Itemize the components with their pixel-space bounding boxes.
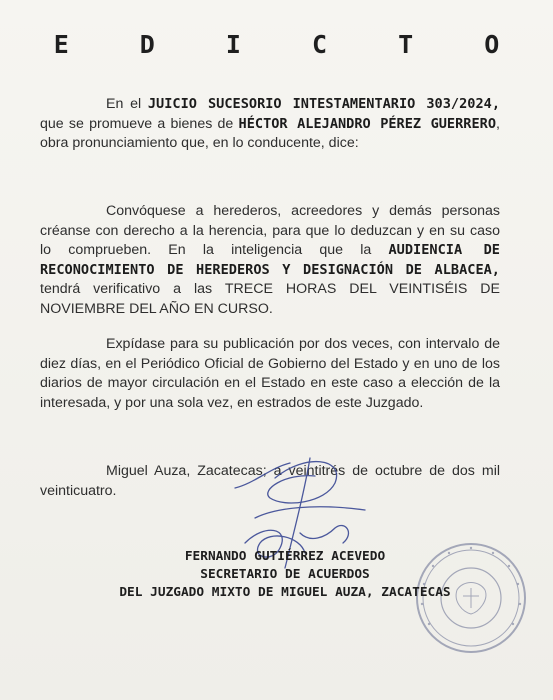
case-number: JUICIO SUCESORIO INTESTAMENTARIO 303/2024, <box>147 96 500 112</box>
paragraph-publication <box>40 335 500 413</box>
paragraph-intro <box>40 95 500 154</box>
intro-text-c: que se promueve a bienes de <box>40 115 239 132</box>
signatory-court: DEL JUZGADO MIXTO DE MIGUEL AUZA, ZACATECAS <box>119 585 451 600</box>
date-place-text: Miguel Auza, Zacatecas; a veintitrés de octubre de dos mil veinticuatro. <box>40 463 500 499</box>
signatory-name: FERNANDO GUTIÉRREZ ACEVEDO <box>184 549 386 564</box>
signatory-position: SECRETARIO DE ACUERDOS <box>200 567 370 582</box>
intro-text-e: , obra pronunciamiento que, en lo conducente, dice: <box>40 115 500 151</box>
document-title: E D I C T O <box>53 30 528 59</box>
deceased-name: HÉCTOR ALEJANDRO PÉREZ GUERRERO <box>238 115 497 132</box>
convocation-text-c: tendrá verificativo a las TRECE HORAS DEL VEINTISÉIS DE NOVIEMBRE DEL AÑO EN CURSO. <box>40 281 500 317</box>
convocation-text-a: Convóquese a herederos, acreedores y demás personas créanse con derecho a la herencia, para que lo deduzcan y en su caso lo comprueben. En la inteligencia que la <box>40 203 500 258</box>
intro-text-a: En el <box>106 96 148 112</box>
hearing-name: AUDIENCIA DE RECONOCIMIENTO DE HEREDEROS Y DESIGNACIÓN DE ALBACEA, <box>40 242 500 278</box>
publication-text: Expídase para su publicación por dos veces, con intervalo de diez días, en el Periódico Oficial de Gobierno del Estado y en uno de los diarios de mayor circulación en el Estado en este caso a elección de la interesada, y por una sola vez, en estrados de este Juzgado. <box>40 336 500 411</box>
paragraph-convocation <box>40 202 500 319</box>
